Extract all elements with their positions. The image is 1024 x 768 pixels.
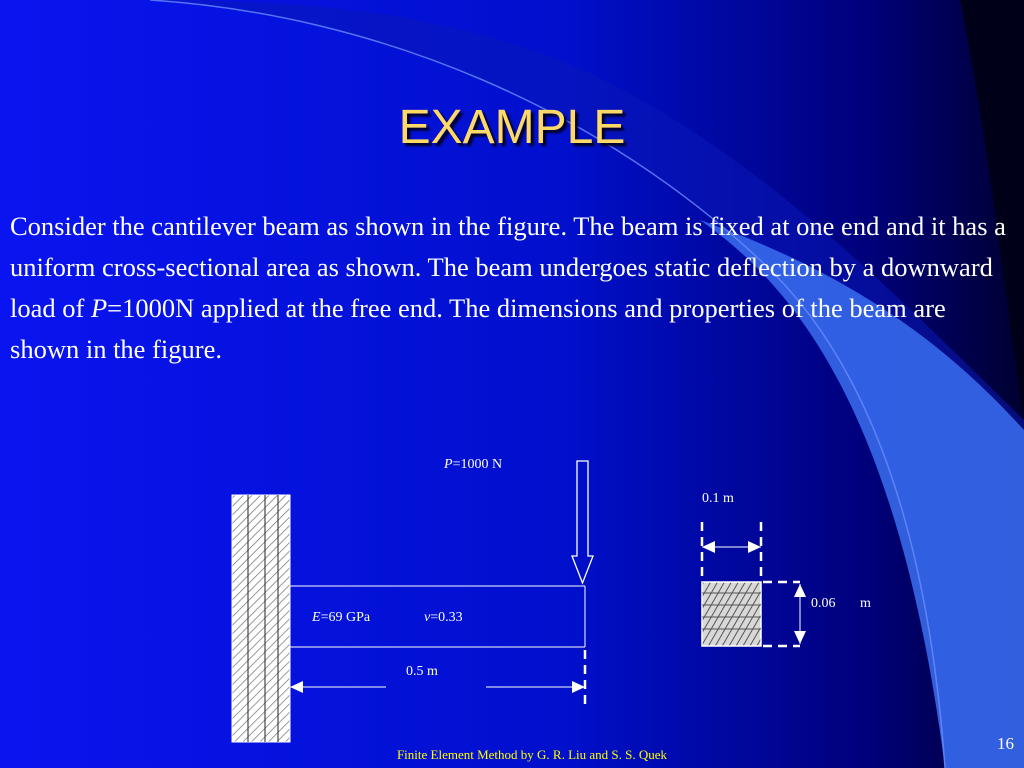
fixed-wall xyxy=(232,495,290,742)
modulus-symbol: E xyxy=(312,610,321,625)
load-variable: P xyxy=(90,293,108,323)
load-arrow xyxy=(572,461,593,583)
footer-credit: Finite Element Method by G. R. Liu and S. S. Quek xyxy=(396,747,668,762)
problem-text-part1: Consider the cantilever beam as shown in the figure. The beam is fixed at one end and it has a uniform cross-sectional area as shown. The beam undergoes static deflection by a downward load of xyxy=(10,211,1006,323)
width-label: 0.1 m xyxy=(702,491,734,506)
width-dimension xyxy=(702,522,761,580)
load-symbol: P xyxy=(444,457,453,472)
problem-text-part2: =1000N applied at the free end. The dimensions and properties of the beam are shown in the figure. xyxy=(10,293,946,364)
length-label: 0.5 m xyxy=(406,664,438,679)
page-number: 16 xyxy=(997,734,1014,753)
height-value: 0.06 xyxy=(811,596,836,611)
poisson-symbol: ν xyxy=(424,610,431,625)
load-label xyxy=(444,457,502,473)
poisson-value: =0.33 xyxy=(430,610,463,625)
height-dimension xyxy=(763,582,806,646)
load-value: =1000 N xyxy=(452,457,503,472)
length-dimension xyxy=(290,650,585,710)
modulus-label xyxy=(312,610,370,626)
modulus-value: =69 GPa xyxy=(320,610,371,625)
cross-section xyxy=(702,582,761,646)
slide-title: EXAMPLE xyxy=(398,101,626,154)
height-unit: m xyxy=(860,596,871,611)
poisson-label xyxy=(424,610,463,626)
